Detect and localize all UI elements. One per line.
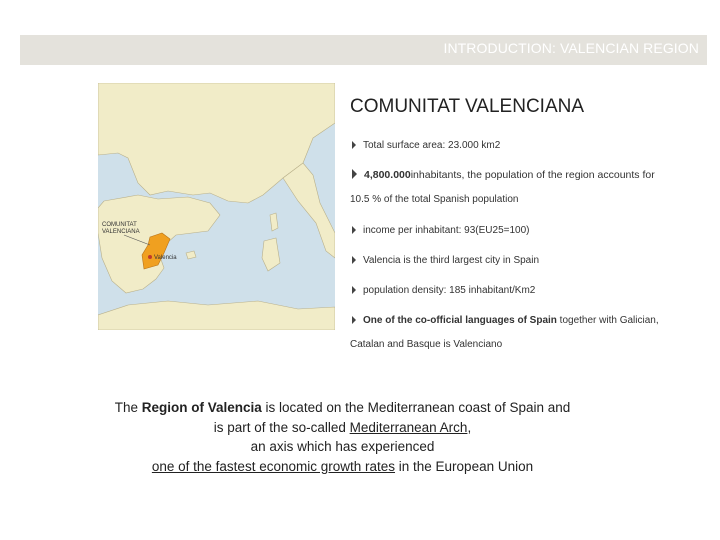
bullet-arrow-icon [352,169,357,179]
bullet-arrow-icon [352,316,356,324]
section-heading: COMUNITAT VALENCIANA [350,96,585,117]
region-map [98,83,335,330]
bullet-city: Valencia is the third largest city in Spain [352,254,539,267]
title-banner [20,35,707,65]
mediterranean-arch-link[interactable]: Mediterranean Arch [349,419,468,435]
intro-line-4: one of the fastest economic growth rates in the European Union [151,458,534,474]
map-city-label: Valencia [154,255,177,261]
bullet-languages-cont: Catalan and Basque is Valenciano [350,339,503,350]
bullet-arrow-icon [352,286,356,294]
bullet-arrow-icon [352,141,356,149]
bullet-languages: One of the co-official languages of Spain together with Galician, [352,314,659,327]
bullet-income: income per inhabitant: 93(EU25=100) [352,224,530,237]
bullet-surface-area: Total surface area: 23.000 km2 [352,139,500,152]
banner-title: INTRODUCTION: VALENCIAN REGION [443,40,699,56]
bullet-density: population density: 185 inhabitant/Km2 [352,284,535,297]
intro-line-3: an axis which has experienced [250,439,435,454]
intro-paragraph [60,398,625,476]
intro-line-1: The Region of Valencia is located on the Mediterranean coast of Spain and [114,400,571,415]
bullet-population: 4,800.000inhabitants, the population of the region accounts for [352,169,655,182]
economic-growth-link[interactable]: one of the fastest economic growth rates [151,458,396,474]
bullet-arrow-icon [352,256,356,264]
intro-line-2: is part of the so-called Mediterranean Arch, [213,419,472,435]
europe-map-graphic [98,83,335,330]
map-region-label-2: VALENCIANA [102,229,140,235]
map-region-label-1: COMUNITAT [102,222,137,228]
bullet-arrow-icon [352,226,356,234]
bullet-population-cont: 10.5 % of the total Spanish population [350,194,519,205]
valencia-city-dot [148,255,152,259]
